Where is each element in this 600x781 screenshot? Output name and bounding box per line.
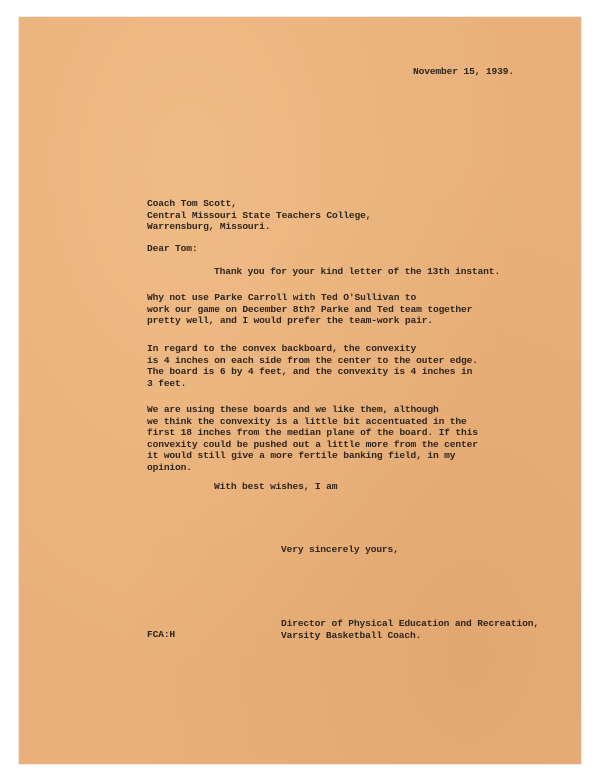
- letter-date: November 15, 1939.: [413, 66, 514, 77]
- letter-page: [19, 17, 581, 764]
- paragraph-line: it would still give a more fertile banking field, in my: [147, 450, 456, 462]
- signature-title-line: Varsity Basketball Coach.: [281, 629, 422, 641]
- paragraph-line: is 4 inches on each side from the center to the outer edge.: [147, 354, 478, 366]
- recipient-name: Coach Tom Scott,: [147, 198, 237, 209]
- recipient-institution: Central Missouri State Teachers College,: [147, 209, 372, 221]
- paragraph-line: work our game on December 8th? Parke and Ted team together: [147, 303, 473, 315]
- paragraph-line: 3 feet.: [147, 377, 187, 389]
- reference-initials: FCA:H: [147, 629, 176, 640]
- paragraph-opinion: [147, 404, 478, 474]
- closing-wish: With best wishes, I am: [214, 481, 338, 492]
- paragraph-line: In regard to the convex backboard, the convexity: [147, 343, 417, 354]
- paragraph-line: we think the convexity is a little bit accentuated in the: [147, 415, 467, 427]
- paragraph-line: pretty well, and I would prefer the team-work pair.: [147, 315, 433, 327]
- paragraph-line: We are using these boards and we like them, although: [147, 404, 439, 415]
- recipient-address: [147, 198, 371, 233]
- paragraph-line: Why not use Parke Carroll with Ted O'Sullivan to: [147, 292, 417, 303]
- signature-title-line: Director of Physical Education and Recreation,: [281, 618, 539, 629]
- paragraph-backboard: [147, 343, 478, 389]
- paragraph-line: The board is 6 by 4 feet, and the convexity is 4 inches in: [147, 366, 473, 378]
- salutation: Dear Tom:: [147, 243, 198, 254]
- paragraph-line: convexity could be pushed out a little more from the center: [147, 438, 478, 450]
- complimentary-close: Very sincerely yours,: [281, 544, 399, 555]
- paragraph-officials: [147, 292, 472, 327]
- paragraph-line: opinion.: [147, 461, 192, 473]
- signature-title: [281, 618, 539, 641]
- paragraph-line: first 18 inches from the median plane of the board. If this: [147, 427, 478, 439]
- paragraph-thanks: Thank you for your kind letter of the 13th instant.: [214, 266, 500, 277]
- recipient-city: Warrensburg, Missouri.: [147, 221, 271, 233]
